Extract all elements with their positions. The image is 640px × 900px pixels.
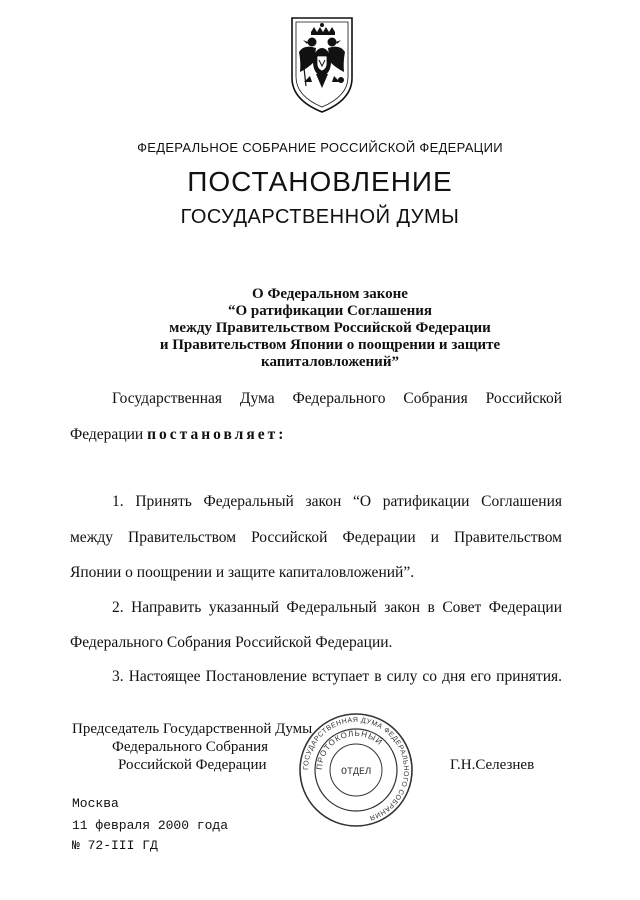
preamble-line (70, 426, 286, 444)
signing-date: 11 февраля 2000 года (72, 818, 229, 833)
signatory-title-line: Председатель Государственной Думы (72, 721, 313, 737)
subject-line: капиталовложений” (261, 354, 399, 370)
official-stamp-icon (296, 710, 416, 830)
document-number: № 72-III ГД (72, 838, 158, 853)
signatory-title-line: Федерального Собрания (112, 739, 269, 755)
item-2-line: Федерального Собрания Российской Федерации. (70, 634, 393, 651)
subject-line: и Правительством Японии о поощрении и защите (159, 337, 501, 353)
issuing-body-title: ГОСУДАРСТВЕННОЙ ДУМЫ (180, 206, 460, 228)
place-of-signing: Москва (72, 796, 119, 811)
resolution-subject (130, 286, 530, 371)
item-1-line: 1. Принять Федеральный закон “О ратификации Соглашения (112, 493, 562, 510)
signatory-name: Г.Н.Селезнев (450, 757, 535, 773)
item-3-line: 3. Настоящее Постановление вступает в силу со дня его принятия. (112, 668, 562, 685)
preamble-prefix: Федерации (70, 426, 144, 443)
stamp-center-text: ОТДЕЛ (340, 767, 372, 778)
item-1-line: между Правительством Российской Федерации и Правительством (70, 529, 562, 546)
state-emblem-icon (286, 14, 358, 114)
preamble-verb: постановляет: (147, 426, 287, 443)
subject-line: О Федеральном законе (252, 286, 408, 302)
stamp-inner-text: ПРОТОКОЛЬНЫЙ (314, 728, 385, 771)
parliament-heading: ФЕДЕРАЛЬНОЕ СОБРАНИЕ РОССИЙСКОЙ ФЕДЕРАЦИИ (137, 140, 503, 155)
signatory-title-line: Российской Федерации (118, 757, 267, 773)
document-type-title: ПОСТАНОВЛЕНИЕ (187, 166, 453, 197)
stamp-ring-text: ГОСУДАРСТВЕННАЯ ДУМА ФЕДЕРАЛЬНОГО СОБРАНИЯ (302, 716, 410, 822)
item-2-line: 2. Направить указанный Федеральный закон в Совет Федерации (112, 599, 562, 616)
subject-line: “О ратификации Соглашения (227, 303, 433, 319)
subject-line: между Правительством Российской Федерации (169, 320, 491, 336)
item-1-line: Японии о поощрении и защите капиталовложений”. (70, 564, 415, 581)
preamble-line: Государственная Дума Федерального Собрания Российской (112, 390, 562, 407)
